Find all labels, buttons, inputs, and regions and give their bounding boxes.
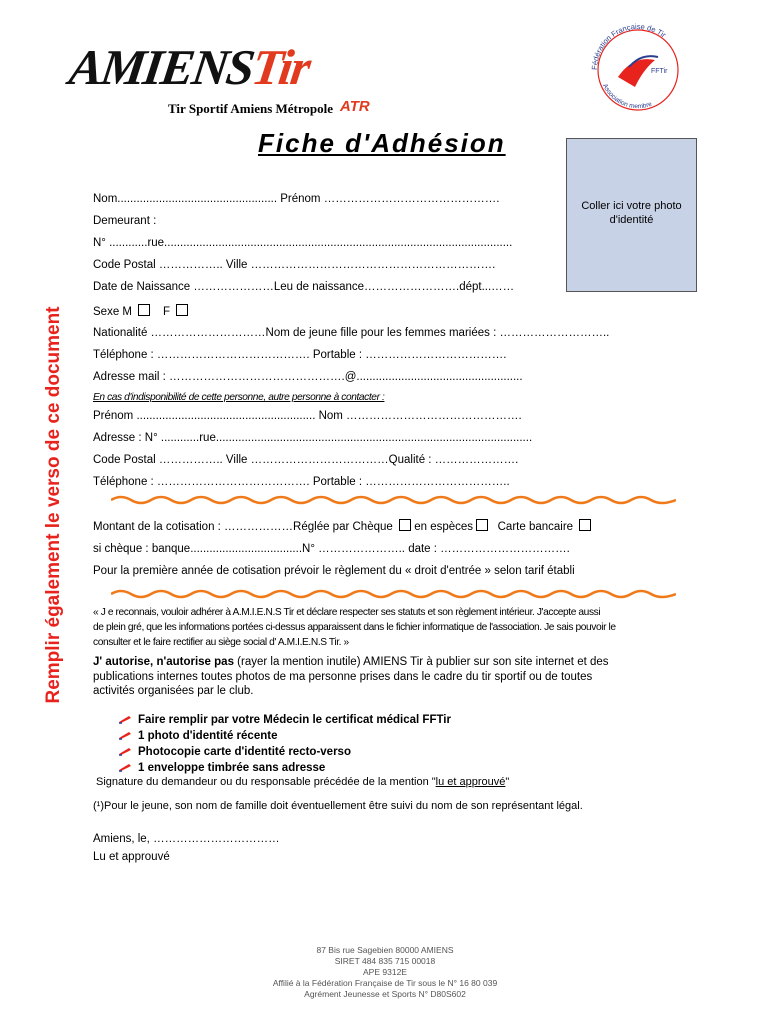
footer: [0, 945, 770, 1000]
autorisation-line-1: J' autorise, n'autorise pas (rayer la mention inutile) AMIENS Tir à publier sur son site internet et des: [93, 656, 609, 668]
naissance-field[interactable]: Date de Naissance …………………Leu de naissance…………………….dépt...……: [93, 281, 515, 293]
carte-label: Carte bancaire: [497, 521, 574, 533]
footer-ape: APE 9312E: [363, 967, 407, 977]
sexe-f-label: F: [162, 306, 171, 318]
sexe-m-checkbox[interactable]: [138, 304, 150, 316]
declaration-line-2: de plein gré, que les informations portées ci-dessus apparaissent dans le fichier informatique de l'association. Je sais pouvoir le: [93, 622, 616, 633]
telephone-field[interactable]: Téléphone : …………………………………. Portable : ……………………………….: [93, 349, 507, 361]
pen-icon: [118, 714, 132, 724]
email-field[interactable]: Adresse mail : ……………………………………….@....................................................: [93, 371, 523, 383]
logo-tagline: Tir Sportif Amiens Métropole: [168, 101, 334, 116]
cheque-details-field[interactable]: si chèque : banque...................................N° ………………….. date : …………………………….: [93, 543, 570, 555]
list-item: Faire remplir par votre Médecin le certificat médical FFTir: [118, 712, 451, 728]
wave-separator: [111, 494, 676, 506]
logo-wordmark: AMIENSTir: [66, 39, 313, 95]
pen-icon: [118, 746, 132, 756]
svg-text:Association membre: [601, 83, 653, 111]
document-checklist: [118, 712, 451, 776]
footer-affiliation: Affilié à la Fédération Française de Tir sous le N° 16 80 039: [272, 978, 498, 988]
photo-placeholder: [566, 138, 697, 292]
mini-logo: ATR: [340, 98, 370, 115]
bird-icon: [618, 59, 655, 87]
footer-address: 87 Bis rue Sagebien 80000 AMIENS: [316, 945, 454, 955]
contact-code-postal-field[interactable]: Code Postal …………….. Ville ………………………………Qualité : ………………….: [93, 454, 519, 466]
footnote: (¹)Pour le jeune, son nom de famille doit éventuellement être suivi du nom de son représentant légal.: [93, 800, 583, 812]
declaration-line-1: « J e reconnais, vouloir adhérer à A.M.I.E.N.S Tir et déclare respecter ses statuts et son règlement intérieur. J'accepte aussi: [93, 607, 601, 618]
amiens-tir-logo: [66, 38, 370, 128]
seal-bottom-text: Association membre: [601, 82, 654, 111]
seal-top-text: Fédération Française de Tir: [589, 21, 668, 71]
wave-separator: [111, 588, 676, 600]
amiens-date-field[interactable]: Amiens, le, ……………………………: [93, 833, 280, 845]
seal-mark: FFTir: [651, 68, 668, 75]
footer-agrement: Agrément Jeunesse et Sports N° D80S602: [304, 989, 466, 999]
contact-telephone-field[interactable]: Téléphone : …………………………………. Portable : ………………………………..: [93, 476, 510, 488]
federation-seal: [583, 15, 693, 125]
contact-heading: En cas d'indisponibilité de cette personne, autre personne à contacter :: [93, 392, 385, 403]
autorisation-line-2: publications internes toutes photos de ma personne prises dans le cadre du tir sportif ou de toutes: [93, 671, 593, 683]
cotisation-field: [93, 519, 591, 533]
cheque-checkbox[interactable]: [399, 519, 411, 531]
nom-prenom-field[interactable]: Nom.................................................. Prénom ……………………………………….: [93, 193, 500, 205]
sexe-m-label: Sexe M: [93, 306, 132, 318]
autorisation-choice[interactable]: J' autorise, n'autorise pas: [93, 656, 234, 668]
lu-approuve-label: Lu et approuvé: [93, 851, 170, 863]
pen-icon: [118, 762, 132, 772]
especes-checkbox[interactable]: [476, 519, 488, 531]
code-postal-ville-field[interactable]: Code Postal …………….. Ville ……………………………………………………….: [93, 259, 496, 271]
nationalite-field[interactable]: Nationalité …………………………Nom de jeune fille pour les femmes mariées : ………………………..: [93, 327, 610, 339]
page-title: Fiche d'Adhésion: [258, 128, 506, 158]
declaration-line-3: consulter et le faire rectifier au siège social d' A.M.I.E.N.S Tir. »: [93, 637, 349, 648]
signature-instruction: Signature du demandeur ou du responsable précédée de la mention "lu et approuvé": [96, 776, 510, 788]
premiere-annee-note: Pour la première année de cotisation prévoir le règlement du « droit d'entrée » selon tarif établi: [93, 565, 575, 577]
photo-placeholder-text: Coller ici votre photo d'identité: [581, 200, 682, 226]
montant-label: Montant de la cotisation : ………………Réglée par Chèque: [93, 521, 393, 533]
svg-text:Fédération Française de Tir: [590, 22, 668, 70]
contact-prenom-nom-field[interactable]: Prénom ........................................................ Nom ……………………………………….: [93, 410, 522, 422]
verso-note-text: Remplir également le verso de ce document: [43, 306, 64, 704]
verso-note: [37, 280, 71, 730]
sexe-f-checkbox[interactable]: [176, 304, 188, 316]
demeurant-label: Demeurant :: [93, 215, 157, 227]
especes-label: en espèces: [414, 521, 474, 533]
sexe-field: [93, 304, 188, 318]
footer-siret: SIRET 484 835 715 00018: [334, 956, 436, 966]
contact-adresse-field[interactable]: Adresse : N° ............rue...................................................................................................: [93, 432, 533, 444]
autorisation-line-3: activités organisées par le club.: [93, 685, 254, 697]
address-field[interactable]: N° ............rue.............................................................................................................: [93, 237, 513, 249]
list-item: 1 photo d'identité récente: [118, 728, 451, 744]
pen-icon: [118, 730, 132, 740]
list-item: 1 enveloppe timbrée sans adresse: [118, 760, 451, 776]
carte-checkbox[interactable]: [579, 519, 591, 531]
list-item: Photocopie carte d'identité recto-verso: [118, 744, 451, 760]
